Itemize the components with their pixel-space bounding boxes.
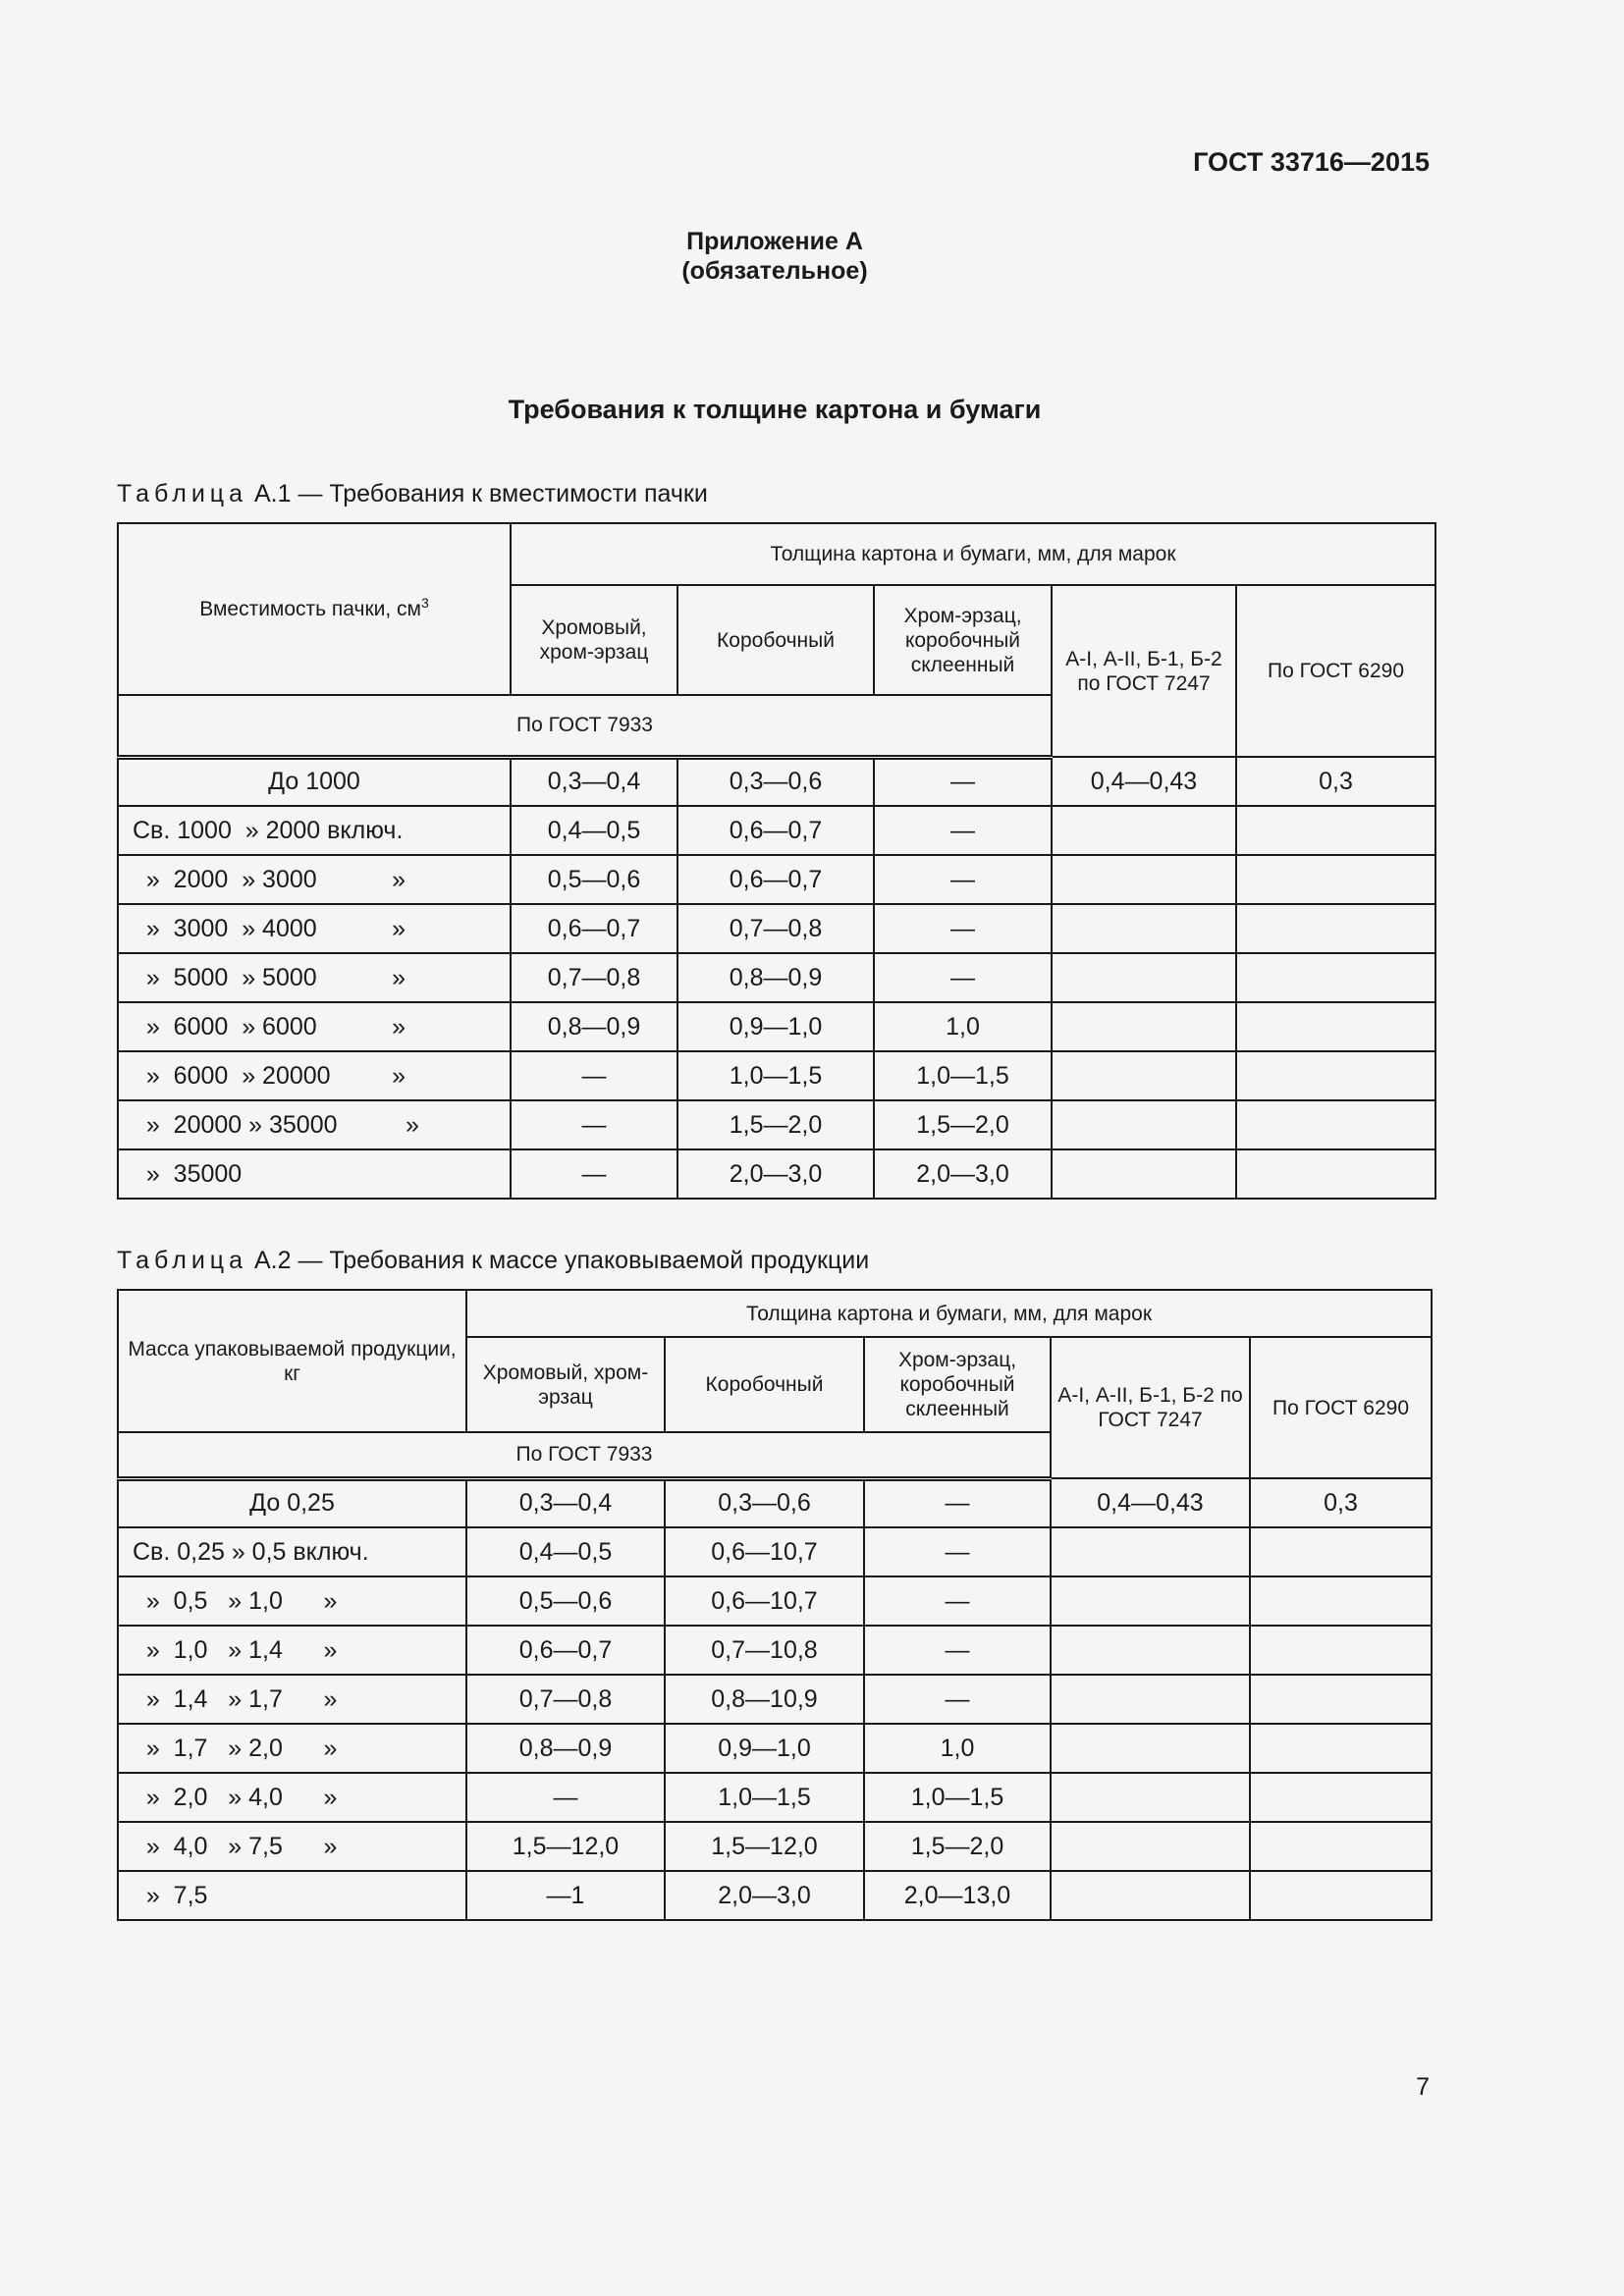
table-cell: [1250, 1871, 1432, 1920]
table-row-label: » 2000 » 3000 »: [118, 855, 511, 904]
table-row-label: » 1,4 » 1,7 »: [118, 1675, 466, 1724]
table2-caption-prefix: Таблица: [117, 1247, 248, 1274]
table-cell: [1250, 1822, 1432, 1871]
table-row-label: » 5000 » 5000 »: [118, 953, 511, 1002]
table-cell: 1,0—1,5: [874, 1051, 1052, 1100]
table-cell: 0,6—0,7: [677, 806, 874, 855]
table-cell: —: [466, 1773, 665, 1822]
table-row: [118, 1527, 1432, 1576]
table2-header-box: Коробочный: [665, 1337, 864, 1432]
table1-header-box: Коробочный: [677, 585, 874, 695]
table-cell: 0,9—1,0: [665, 1724, 864, 1773]
table-row-label: » 0,5 » 1,0 »: [118, 1576, 466, 1626]
table1-caption-text: А.1 — Требования к вместимости пачки: [253, 480, 708, 507]
table-cell: [1236, 1002, 1435, 1051]
table-cell: [1250, 1675, 1432, 1724]
table-cell: [1051, 1871, 1250, 1920]
table-cell: [1051, 1527, 1250, 1576]
table-row-label: » 20000 » 35000 »: [118, 1100, 511, 1149]
table-cell: 0,6—0,7: [677, 855, 874, 904]
table-cell: 1,0—1,5: [864, 1773, 1051, 1822]
table-cell: 0,8—0,9: [466, 1724, 665, 1773]
table-cell: 0,8—10,9: [665, 1675, 864, 1724]
table-cell: —: [874, 757, 1052, 806]
table-row-label: » 2,0 » 4,0 »: [118, 1773, 466, 1822]
table-cell: 1,0—1,5: [665, 1773, 864, 1822]
table2-header-gost6290: По ГОСТ 6290: [1250, 1337, 1432, 1478]
table-cell: 0,5—0,6: [511, 855, 677, 904]
table1-caption: [117, 480, 708, 508]
table-row-label: До 0,25: [118, 1478, 466, 1527]
table-row: [118, 1724, 1432, 1773]
table-cell: [1051, 1626, 1250, 1675]
table-cell: —: [864, 1626, 1051, 1675]
table-cell: [1052, 806, 1236, 855]
table-cell: [1236, 806, 1435, 855]
table-cell: [1051, 1822, 1250, 1871]
table-cell: [1236, 1149, 1435, 1199]
table-cell: [1236, 1100, 1435, 1149]
table-cell: 0,4—0,5: [466, 1527, 665, 1576]
table-cell: 0,6—0,7: [511, 904, 677, 953]
table-cell: 0,9—1,0: [677, 1002, 874, 1051]
table-cell: 0,4—0,43: [1051, 1478, 1250, 1527]
table-cell: [1052, 1002, 1236, 1051]
table-cell: 0,8—0,9: [511, 1002, 677, 1051]
table-cell: —: [874, 904, 1052, 953]
table-cell: 0,7—0,8: [677, 904, 874, 953]
table-cell: —: [874, 953, 1052, 1002]
table-cell: 1,0: [874, 1002, 1052, 1051]
appendix-title: Приложение А: [686, 228, 863, 255]
table-row: [118, 1478, 1432, 1527]
table-cell: —1: [466, 1871, 665, 1920]
table-row-label: » 6000 » 20000 »: [118, 1051, 511, 1100]
table-cell: 1,0: [864, 1724, 1051, 1773]
table-row: [118, 1773, 1432, 1822]
table-cell: 0,3—0,6: [677, 757, 874, 806]
table-row: [118, 1675, 1432, 1724]
table-cell: —: [874, 855, 1052, 904]
table-cell: —: [864, 1527, 1051, 1576]
table-cell: —: [511, 1051, 677, 1100]
table-cell: 0,7—0,8: [466, 1675, 665, 1724]
table2-header-mass: Масса упаковываемой продукции, кг: [118, 1290, 466, 1432]
table-cell: [1052, 953, 1236, 1002]
table-cell: [1250, 1626, 1432, 1675]
table-cell: 2,0—3,0: [665, 1871, 864, 1920]
table-cell: [1236, 855, 1435, 904]
table-cell: [1250, 1773, 1432, 1822]
table1-header-gost6290: По ГОСТ 6290: [1236, 585, 1435, 757]
table-cell: 0,4—0,43: [1052, 757, 1236, 806]
table2-subheader-gost7933: По ГОСТ 7933: [118, 1432, 1051, 1478]
table-row: [118, 1822, 1432, 1871]
table1-header-group: Толщина картона и бумаги, мм, для марок: [511, 523, 1435, 585]
table-row: [118, 1576, 1432, 1626]
table-cell: [1052, 1100, 1236, 1149]
table-cell: 0,3: [1250, 1478, 1432, 1527]
table-row: [118, 757, 1435, 806]
table-row: [118, 1002, 1435, 1051]
table-cell: [1250, 1576, 1432, 1626]
table1: [117, 522, 1436, 1200]
table-cell: 0,7—0,8: [511, 953, 677, 1002]
table-row-label: » 4,0 » 7,5 »: [118, 1822, 466, 1871]
table-row: [118, 855, 1435, 904]
table-cell: 0,3—0,4: [511, 757, 677, 806]
table-cell: 1,5—2,0: [677, 1100, 874, 1149]
table-cell: [1051, 1724, 1250, 1773]
table-cell: [1052, 1051, 1236, 1100]
table-row: [118, 806, 1435, 855]
table-cell: 0,6—10,7: [665, 1527, 864, 1576]
table-row-label: Св. 1000 » 2000 включ.: [118, 806, 511, 855]
table-cell: [1250, 1724, 1432, 1773]
table-row: [118, 953, 1435, 1002]
table-cell: [1052, 1149, 1236, 1199]
table2-caption: [117, 1247, 869, 1275]
table2-header-glued: Хром-эрзац, коробочный склеенный: [864, 1337, 1051, 1432]
page-number: 7: [1416, 2073, 1430, 2101]
table2-header-chrome: Хромовый, хром-эрзац: [466, 1337, 665, 1432]
table-cell: 0,3—0,6: [665, 1478, 864, 1527]
table-cell: [1236, 953, 1435, 1002]
table-cell: —: [874, 806, 1052, 855]
section-title: Требования к толщине картона и бумаги: [508, 395, 1042, 424]
table-cell: —: [864, 1478, 1051, 1527]
table-cell: 2,0—3,0: [874, 1149, 1052, 1199]
table2-caption-text: А.2 — Требования к массе упаковываемой продукции: [253, 1247, 870, 1274]
table-cell: [1052, 855, 1236, 904]
table-row-label: » 35000: [118, 1149, 511, 1199]
document-id: ГОСТ 33716—2015: [1193, 147, 1430, 177]
table-cell: 1,5—2,0: [874, 1100, 1052, 1149]
table-cell: 0,7—10,8: [665, 1626, 864, 1675]
table1-subheader-gost7933: По ГОСТ 7933: [118, 695, 1052, 757]
table-cell: 0,8—0,9: [677, 953, 874, 1002]
table-cell: 0,3—0,4: [466, 1478, 665, 1527]
table-cell: 1,5—2,0: [864, 1822, 1051, 1871]
table-row-label: » 7,5: [118, 1871, 466, 1920]
table-cell: 1,5—12,0: [466, 1822, 665, 1871]
table-cell: 0,6—10,7: [665, 1576, 864, 1626]
table-row-label: » 3000 » 4000 »: [118, 904, 511, 953]
table-row-label: » 1,7 » 2,0 »: [118, 1724, 466, 1773]
table-cell: [1051, 1773, 1250, 1822]
table-row-label: До 1000: [118, 757, 511, 806]
table-cell: [1051, 1675, 1250, 1724]
table1-header-gost7247: А-I, А-II, Б-1, Б-2 по ГОСТ 7247: [1052, 585, 1236, 757]
table1-header-chrome: Хромовый, хром-эрзац: [511, 585, 677, 695]
table-cell: [1051, 1576, 1250, 1626]
table-cell: 2,0—13,0: [864, 1871, 1051, 1920]
table-cell: 0,6—0,7: [466, 1626, 665, 1675]
table-cell: —: [864, 1675, 1051, 1724]
table-row: [118, 1051, 1435, 1100]
appendix-status: (обязательное): [681, 257, 868, 285]
table-cell: —: [511, 1100, 677, 1149]
table-row: [118, 1100, 1435, 1149]
table-cell: [1250, 1527, 1432, 1576]
table-cell: 0,3: [1236, 757, 1435, 806]
table-cell: 2,0—3,0: [677, 1149, 874, 1199]
table-row: [118, 904, 1435, 953]
table1-caption-prefix: Таблица: [117, 480, 248, 507]
table-row: [118, 1871, 1432, 1920]
table1-header-glued: Хром-эрзац, коробочный склеенный: [874, 585, 1052, 695]
table-cell: 1,0—1,5: [677, 1051, 874, 1100]
table-row: [118, 1626, 1432, 1675]
table2-header-group: Толщина картона и бумаги, мм, для марок: [466, 1290, 1432, 1337]
table-row-label: » 1,0 » 1,4 »: [118, 1626, 466, 1675]
table-cell: 1,5—12,0: [665, 1822, 864, 1871]
table-cell: [1236, 1051, 1435, 1100]
table1-header-capacity: Вместимость пачки, $см^3$: [118, 523, 511, 695]
table-row: [118, 1149, 1435, 1199]
table2-header-gost7247: А-I, А-II, Б-1, Б-2 по ГОСТ 7247: [1051, 1337, 1250, 1478]
table-row-label: » 6000 » 6000 »: [118, 1002, 511, 1051]
table2: [117, 1289, 1433, 1921]
table-cell: [1236, 904, 1435, 953]
table-cell: 0,4—0,5: [511, 806, 677, 855]
table-cell: —: [511, 1149, 677, 1199]
table-cell: [1052, 904, 1236, 953]
table-cell: 0,5—0,6: [466, 1576, 665, 1626]
table-cell: —: [864, 1576, 1051, 1626]
table-row-label: Св. 0,25 » 0,5 включ.: [118, 1527, 466, 1576]
